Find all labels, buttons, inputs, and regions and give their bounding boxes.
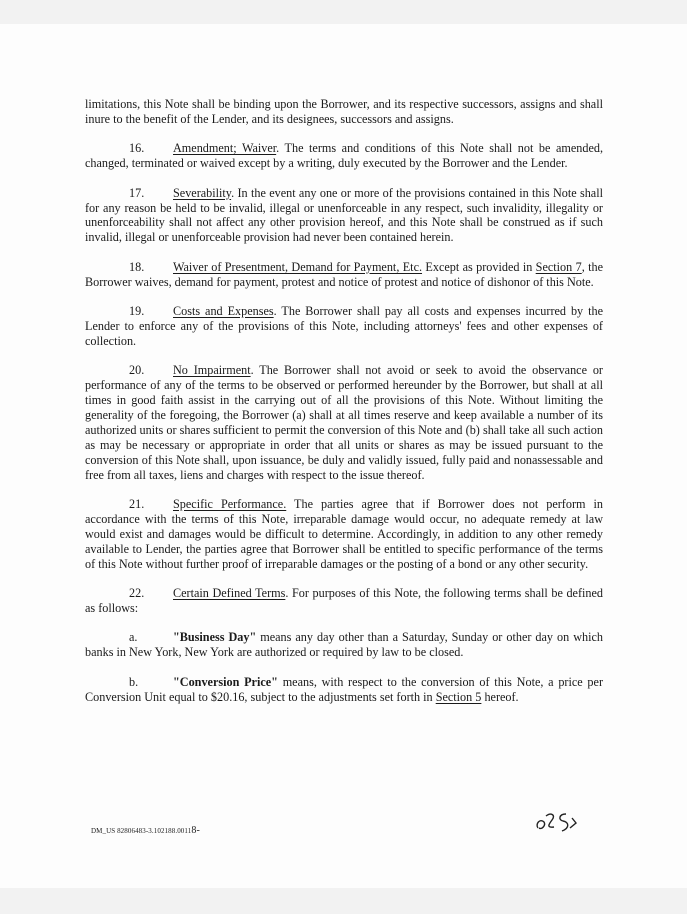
document-footer-id <box>91 824 200 839</box>
definition-business-day <box>85 630 603 660</box>
section-title: Specific Performance. <box>173 497 287 512</box>
definition-conversion-price: b. "Conversion Price" means, with respect to the conversion of this Note, a price per Conversion Unit equal to $20.16, subject to the adjustments set forth in Section 5 hereof. <box>85 674 603 704</box>
section-body: The Borrower shall not avoid or seek to avoid the observance or performance of any of the terms to be observed or performed hereunder by the Borrower, but shall at all times in good faith assist in the carrying out of all the provisions of this Note. Without limiting the generality of the foregoing, the Borrower (a) shall at all times reserve and keep available a number of its authorized units or shares sufficient to permit the conversion of this Note and (b) shall take all such action as may be necessary or appropriate in order that all units or shares as may be issued pursuant to the conversion of this Note shall, upon issuance, be duly and validly issued, fully paid and nonassessable and free from all taxes, liens and charges with respect to the issue thereof. <box>85 363 603 482</box>
section-18: 18. Waiver of Presentment, Demand for Payment, Etc. Except as provided in Section 7, the Borrower waives, demand for payment, protest and notice of protest and notice of dishonor of this Note. <box>85 259 604 289</box>
handwritten-initials <box>532 806 582 840</box>
section-19: 19. Costs and Expenses. The Borrower shall pay all costs and expenses incurred by the Lender to enforce any of the provisions of this Note, including attorneys' fees and other expenses of collection. <box>85 304 603 348</box>
section-number: 18. <box>129 259 145 274</box>
section-title: No Impairment <box>173 363 251 378</box>
section-body: Except as provided in <box>422 259 536 274</box>
section-number: 16. <box>129 141 145 156</box>
page-number: 8- <box>191 825 200 836</box>
definition-label: a. <box>129 630 138 645</box>
section-number: 17. <box>129 185 145 200</box>
definition-label: b. <box>129 674 139 689</box>
continuation-paragraph: limitations, this Note shall be binding upon the Borrower, and its respective successors, assigns and shall inure to the benefit of the Lender, and its designees, successors and assigns. <box>85 97 603 126</box>
section-body: In the event any one or more of the provisions contained in this Note shall for any reason be held to be invalid, illegal or unenforceable in any respect, such invalidity, illegality or unenforceability shall not affect any other provision hereof, and this Note shall be construed as if such invalid, illegal or unenforceable provision had never been contained herein. <box>85 185 603 245</box>
section-number: 20. <box>129 363 145 378</box>
section-body: For purposes of this Note, the following terms shall be defined as follows: <box>85 586 604 615</box>
section-title: Certain Defined Terms <box>173 586 286 601</box>
section-20: 20. No Impairment. The Borrower shall not avoid or seek to avoid the observance or performance of any of the terms to be observed or performed hereunder by the Borrower, but shall at all times in good faith assist in the carrying out of all the provisions of this Note. Without limiting the generality of the foregoing, the Borrower (a) shall at all times reserve and keep available a number of its authorized units or shares sufficient to permit the conversion of this Note and (b) shall take all such action as may be necessary or appropriate in order that all units or shares as may be issued pursuant to the conversion of this Note shall, upon issuance, be duly and validly issued, fully paid and nonassessable and free from all taxes, liens and charges with respect to the issue thereof. <box>85 363 603 482</box>
section-title: Amendment; Waiver <box>173 141 277 156</box>
section-title: Severability <box>173 185 232 200</box>
section-body: The terms and conditions of this Note shall not be amended, changed, terminated or waived except by a writing, duly executed by the Borrower and the Lender. <box>85 141 603 171</box>
definition-body: means, with respect to the conversion of this Note, a price per Conversion Unit equal to $20.16, subject to the adjustments set forth in <box>85 674 603 704</box>
section-number: 21. <box>129 497 145 512</box>
section-number: 22. <box>129 586 145 601</box>
scan-margin-top <box>0 0 687 24</box>
document-id: DM_US 82806483-3.102188.0011 <box>91 827 192 835</box>
section-title: Waiver of Presentment, Demand for Payment, Etc. <box>173 259 423 274</box>
section-reference: Section 5 <box>435 689 482 704</box>
defined-term: "Conversion Price" <box>173 674 278 689</box>
section-21 <box>85 497 603 572</box>
definition-body: means any day other than a Saturday, Sunday or other day on which banks in New York, New York are authorized or required by law to be closed. <box>85 630 604 660</box>
defined-term: "Business Day" <box>173 630 257 645</box>
section-body: The Borrower shall pay all costs and expenses incurred by the Lender to enforce any of the provisions of this Note, including attorneys' fees and other expenses of collection. <box>85 304 603 348</box>
section-number: 19. <box>129 304 145 319</box>
section-title: Costs and Expenses <box>173 304 274 319</box>
section-22: 22. Certain Defined Terms. For purposes of this Note, the following terms shall be defined as follows: <box>85 586 604 615</box>
section-reference: Section 7 <box>535 259 582 274</box>
document-body <box>85 97 603 719</box>
section-17: 17. Severability. In the event any one or more of the provisions contained in this Note shall for any reason be held to be invalid, illegal or unenforceable in any respect, such invalidity, illegality or unenforceability shall not affect any other provision hereof, and this Note shall be construed as if such invalid, illegal or unenforceable provision had never been contained herein. <box>85 185 603 245</box>
scan-margin-bottom <box>0 888 687 914</box>
section-body: The parties agree that if Borrower does not perform in accordance with the terms of this Note, irreparable damage would occur, no adequate remedy at law would exist and damages would be difficult to determine. Accordingly, in addition to any other remedy available to Lender, the parties agree that Borrower shall be entitled to specific performance of the terms of this Note without further proof of irreparable damages or the posting of a bond or any other security. <box>85 497 603 571</box>
section-16: 16. Amendment; Waiver. The terms and conditions of this Note shall not be amended, changed, terminated or waived except by a writing, duly executed by the Borrower and the Lender. <box>85 141 603 171</box>
